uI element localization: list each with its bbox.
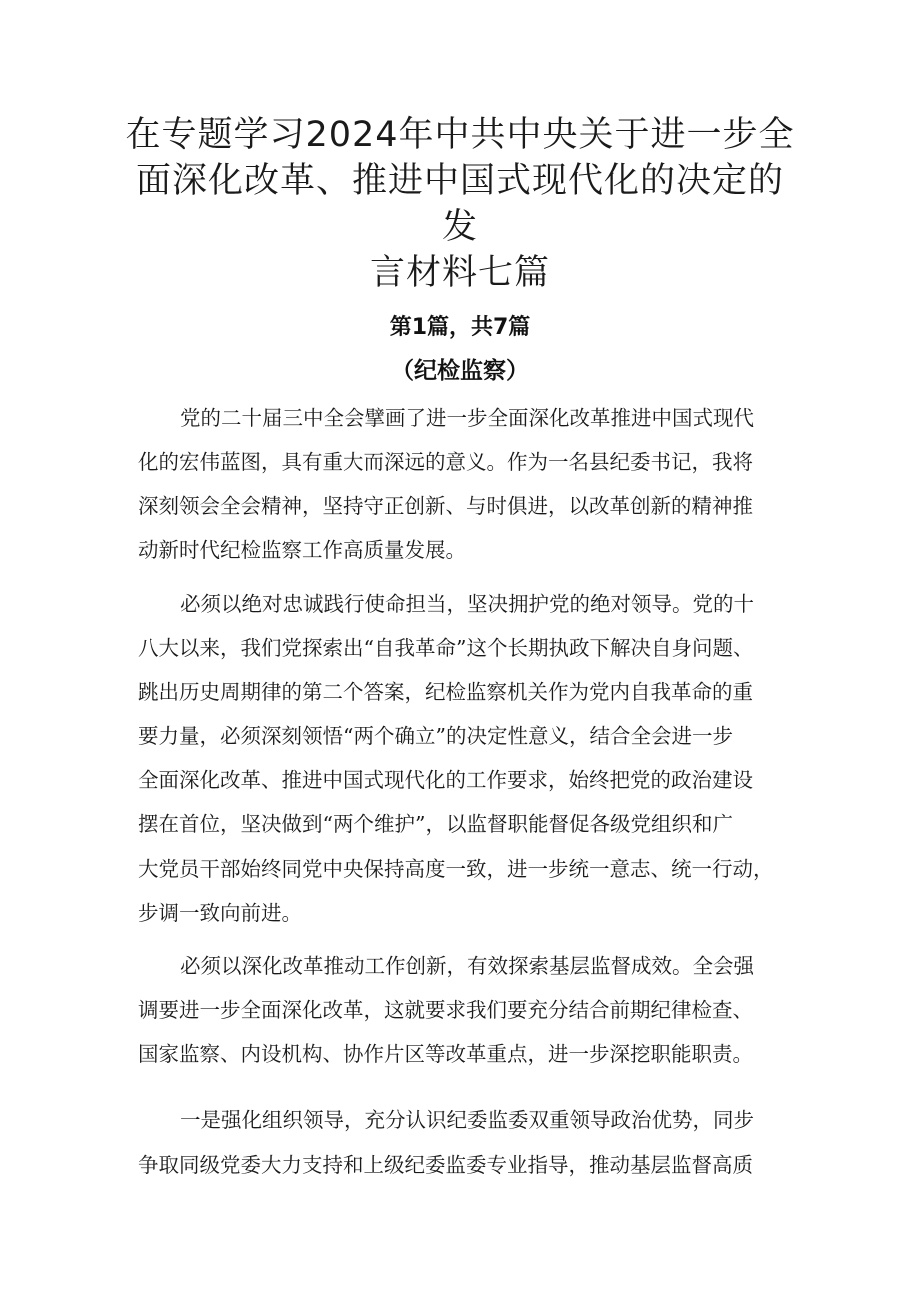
section-label: （纪检监察） [391, 358, 529, 384]
paragraph-line: 化的宏伟蓝图，具有重大而深远的意义。作为一名县纪委书记，我将 [138, 450, 753, 474]
paragraph-line: 国家监察、内设机构、协作片区等改革重点，进一步深挖职能职责。 [138, 1042, 753, 1066]
paragraph-line: 必须以深化改革推动工作创新，有效探索基层监督成效。全会强 [180, 954, 754, 978]
title-line: 面深化改革、推进中国式现代化的决定的发 [135, 161, 784, 247]
paragraph-line: 党的二十届三中全会擘画了进一步全面深化改革推进中国式现代 [180, 406, 754, 430]
document-title [120, 112, 800, 296]
title-line: 言材料七篇 [369, 253, 550, 293]
paragraph-line: 调要进一步全面深化改革，这就要求我们要充分结合前期纪律检查、 [138, 998, 753, 1022]
paragraph-line: 步调一致向前进。 [138, 901, 302, 925]
part-label: 第1篇，共7篇 [389, 315, 531, 340]
paragraph-line: 深刻领会全会精神，坚持守正创新、与时俱进，以改革创新的精神推 [138, 494, 753, 518]
paragraph-line: 一是强化组织领导，充分认识纪委监委双重领导政治优势，同步 [180, 1108, 754, 1132]
paragraph-line: 争取同级党委大力支持和上级纪委监委专业指导，推动基层监督高质 [138, 1153, 753, 1177]
title-line: 在专题学习2024年中共中央关于进一步全 [125, 115, 795, 155]
paragraph-line: 动新时代纪检监察工作高质量发展。 [138, 538, 466, 562]
paragraph-line: 必须以绝对忠诚践行使命担当，坚决拥护党的绝对领导。党的十 [180, 592, 754, 616]
paragraph-line: 全面深化改革、推进中国式现代化的工作要求，始终把党的政治建设 [138, 768, 753, 792]
paragraph-line: 八大以来，我们党探索出“自我革命”这个长期执政下解决自身问题、 [138, 636, 754, 660]
paragraph-line: 大党员干部始终同党中央保持高度一致，进一步统一意志、统一行动， [138, 857, 774, 881]
paragraph-line: 要力量，必须深刻领悟“两个确立”的决定性意义，结合全会进一步 [138, 724, 733, 748]
paragraph-line: 摆在首位，坚决做到“两个维护”，以监督职能督促各级党组织和广 [138, 812, 733, 836]
paragraph-line: 跳出历史周期律的第二个答案，纪检监察机关作为党内自我革命的重 [138, 680, 753, 704]
